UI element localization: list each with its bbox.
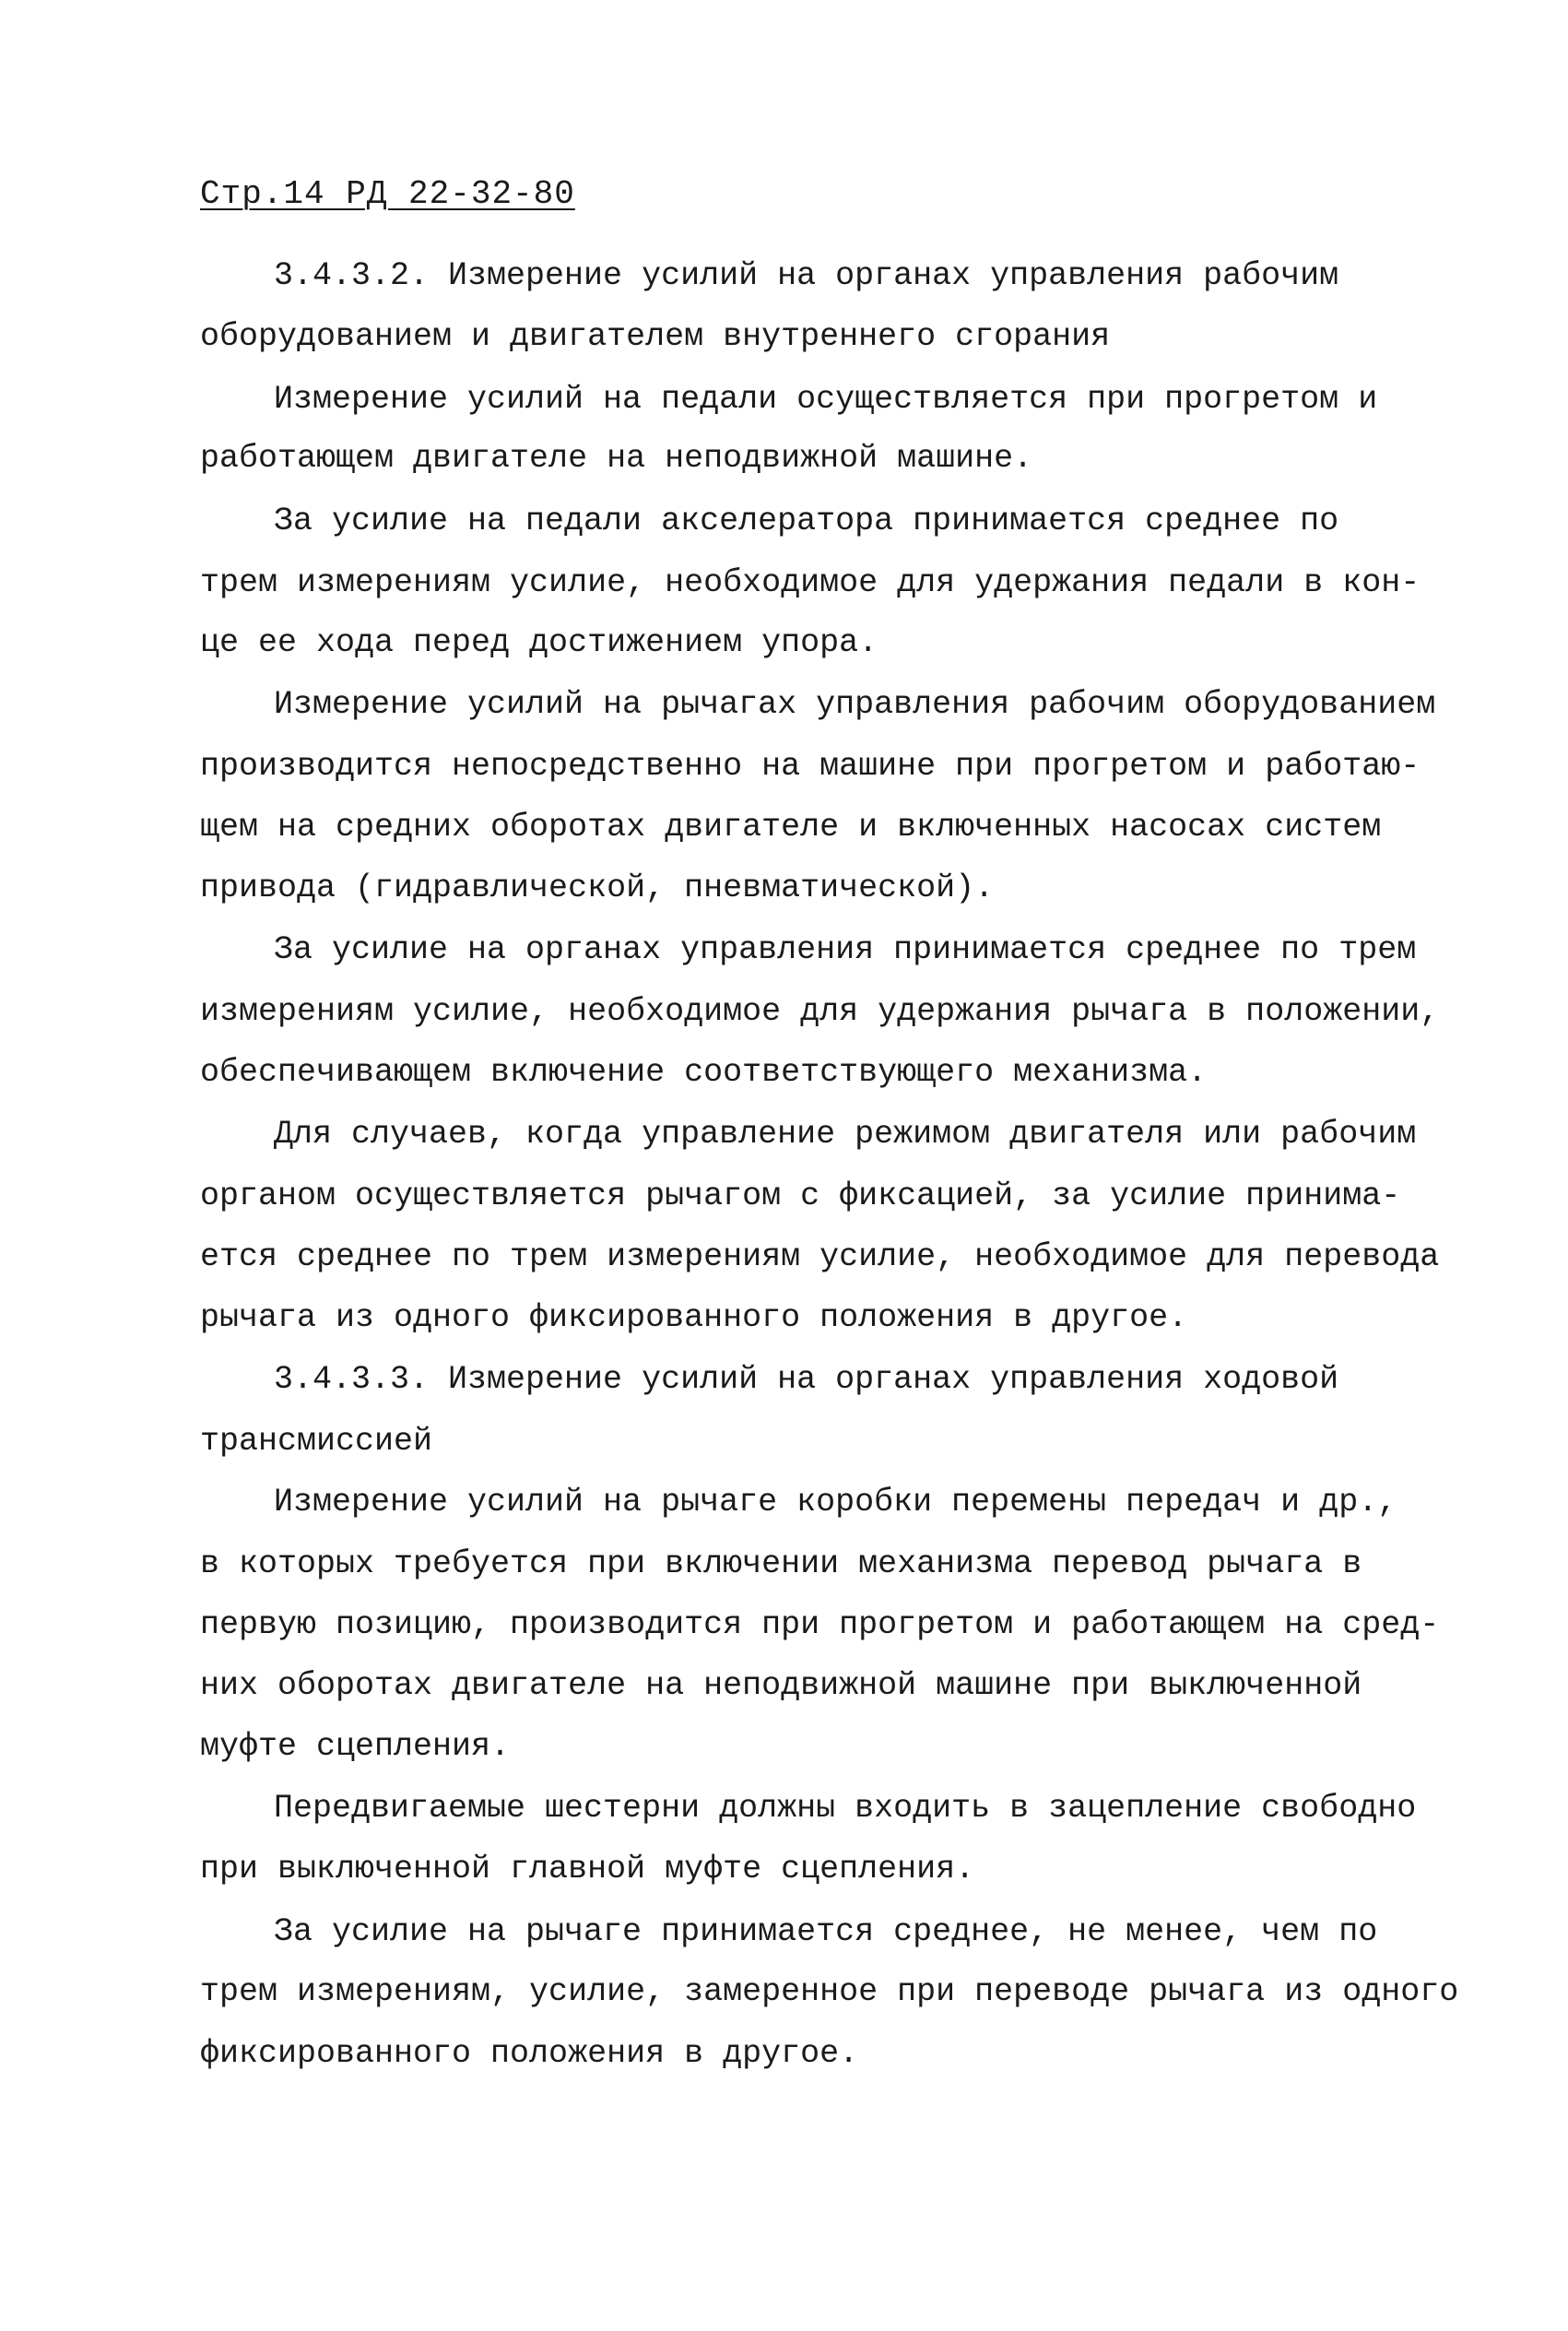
text-line: рычага из одного фиксированного положения в другое. [200,1299,1188,1336]
text-line: измерениям усилие, необходимое для удержания рычага в положении, [200,993,1440,1030]
text-line: За усилие на рычаге принимается среднее, не менее, чем по [274,1913,1378,1950]
text-line: трем измерениям усилие, необходимое для удержания педали в кон- [200,564,1421,601]
page-header: Стр.14 РД 22-32-80 [200,175,575,213]
text-line: в которых требуется при включении механизма перевод рычага в [200,1545,1362,1582]
text-line: Измерение усилий на рычагах управления рабочим оборудованием [274,686,1436,723]
text-line: фиксированного положения в другое. [200,2035,859,2072]
text-line: обеспечивающем включение соответствующего механизма. [200,1054,1208,1091]
text-line: первую позицию, производится при прогретом и работающем на сред- [200,1606,1440,1643]
text-line: За усилие на органах управления принимается среднее по трем [274,931,1417,968]
text-line: трем измерениям, усилие, замеренное при переводе рычага из одного [200,1973,1459,2010]
text-line: органом осуществляется рычагом с фиксацией, за усилие принима- [200,1177,1401,1214]
text-line: оборудованием и двигателем внутреннего сгорания [200,318,1111,355]
text-line: Для случаев, когда управление режимом двигателя или рабочим [274,1116,1417,1153]
text-line: них оборотах двигателе на неподвижной машине при выключенной [200,1667,1362,1704]
text-line: Передвигаемые шестерни должны входить в зацепление свободно [274,1790,1417,1827]
text-line: при выключенной главной муфте сцепления. [200,1851,975,1887]
text-line: трансмиссией [200,1423,433,1460]
text-line: работающем двигателе на неподвижной машине. [200,440,1033,477]
text-line: привода (гидравлической, пневматической). [200,870,995,906]
text-line: Измерение усилий на рычаге коробки перемены передач и др., [274,1484,1397,1520]
text-line: 3.4.3.3. Измерение усилий на органах управления ходовой [274,1361,1339,1398]
text-line: щем на средних оборотах двигателе и включенных насосах систем [200,809,1382,846]
text-line: Измерение усилий на педали осуществляется при прогретом и [274,381,1378,418]
text-line: муфте сцепления. [200,1728,511,1765]
text-line: це ее хода перед достижением упора. [200,624,878,661]
text-line: За усилие на педали акселератора принимается среднее по [274,503,1339,539]
text-line: ется среднее по трем измерениям усилие, необходимое для перевода [200,1238,1440,1275]
text-line: 3.4.3.2. Измерение усилий на органах управления рабочим [274,257,1339,294]
text-line: производится непосредственно на машине при прогретом и работаю- [200,748,1421,785]
